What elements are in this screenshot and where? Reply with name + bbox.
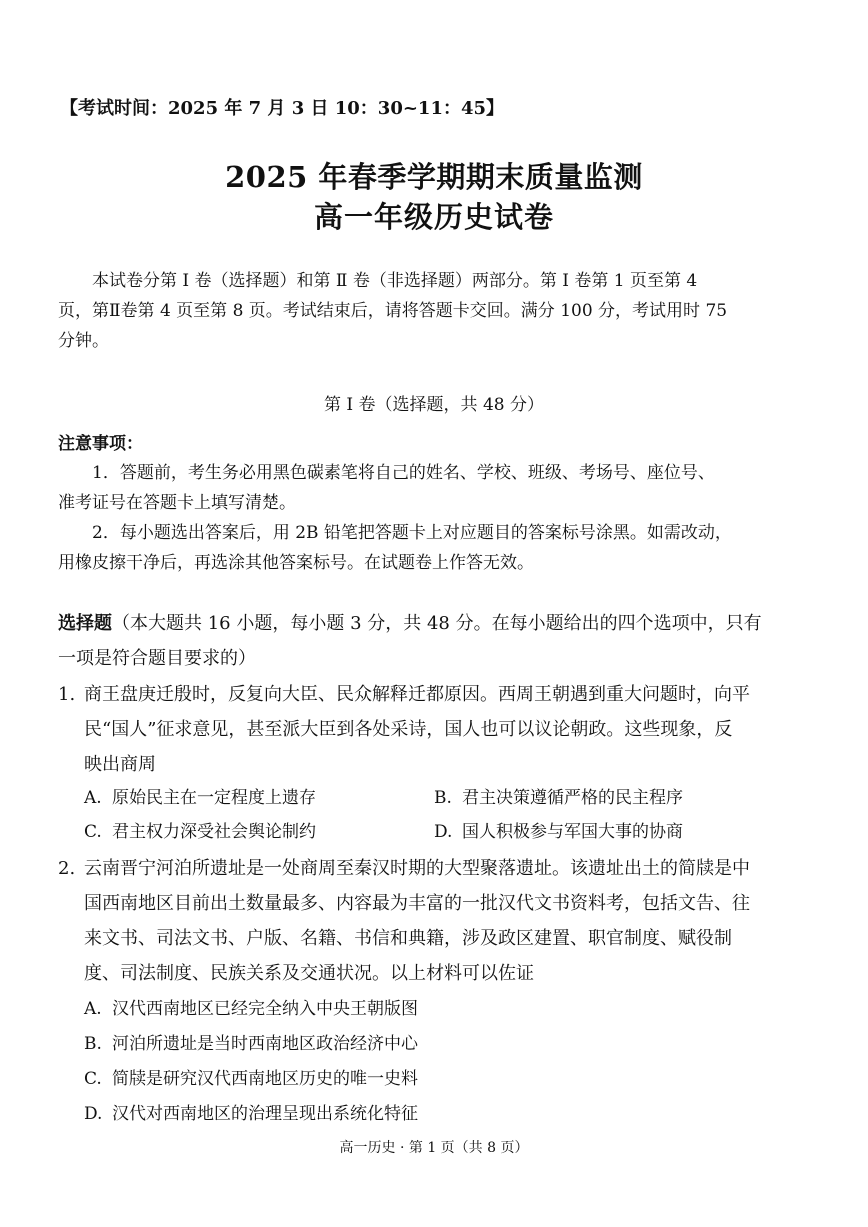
note-2-line2: 用橡皮擦干净后，再选涂其他答案标号。在试题卷上作答无效。: [58, 553, 534, 573]
option-text: 简牍是研究汉代西南地区历史的唯一史料: [112, 1069, 418, 1089]
choice-section-desc: （本大题共 16 小题，每小题 3 分，共 48 分。在每小题给出的四个选项中，只有: [112, 613, 762, 634]
choice-section-label: 选择题: [58, 613, 112, 634]
q2-option-a: [84, 993, 418, 1025]
question-2-line3: 来文书、司法文书、户版、名籍、书信和典籍，涉及政区建置、职官制度、赋役制: [84, 928, 732, 949]
question-1: [58, 677, 818, 712]
option-text: 汉代西南地区已经完全纳入中央王朝版图: [112, 999, 418, 1019]
option-letter: A.: [84, 788, 102, 808]
page-footer: 高一历史 · 第 1 页（共 8 页）: [339, 1140, 529, 1156]
option-text: 河泊所遗址是当时西南地区政治经济中心: [112, 1034, 418, 1054]
option-letter: B.: [84, 1034, 102, 1054]
notes-label: 注意事项：: [58, 434, 143, 454]
question-text: 云南晋宁河泊所遗址是一处商周至秦汉时期的大型聚落遗址。该遗址出土的简牍是中: [84, 858, 750, 879]
q1-option-c: [84, 816, 316, 848]
exam-title-line2: 高一年级历史试卷: [313, 200, 554, 234]
option-letter: D.: [434, 822, 453, 842]
option-letter: B.: [434, 788, 452, 808]
option-letter: C.: [84, 822, 102, 842]
option-text: 原始民主在一定程度上遗存: [112, 788, 316, 808]
section-title: 第 Ⅰ 卷（选择题，共 48 分）: [324, 395, 544, 415]
q2-option-d: [84, 1098, 418, 1130]
q2-option-b: [84, 1028, 418, 1060]
intro-line: 本试卷分第 Ⅰ 卷（选择题）和第 Ⅱ 卷（非选择题）两部分。第 Ⅰ 卷第 1 页至第 4: [92, 271, 698, 291]
question-number: 1.: [58, 684, 76, 705]
note-1-line1: 1．答题前，考生务必用黑色碳素笔将自己的姓名、学校、班级、考场号、座位号、: [92, 463, 715, 483]
note-1-line2: 准考证号在答题卡上填写清楚。: [58, 493, 296, 513]
intro-line: 页，第Ⅱ卷第 4 页至第 8 页。考试结束后，请将答题卡交回。满分 100 分，考试用时 75: [58, 301, 728, 321]
question-number: 2.: [58, 858, 76, 879]
question-2: [58, 851, 818, 886]
question-text: 商王盘庚迁殷时，反复向大臣、民众解释迁都原因。西周王朝遇到重大问题时，向平: [84, 684, 750, 705]
option-text: 君主决策遵循严格的民主程序: [462, 788, 683, 808]
q1-option-d: [434, 816, 683, 848]
choice-section-desc-line2: 一项是符合题目要求的）: [58, 648, 256, 669]
option-text: 君主权力深受社会舆论制约: [112, 822, 316, 842]
option-letter: C.: [84, 1069, 102, 1089]
question-2-line2: 国西南地区目前出土数量最多、内容最为丰富的一批汉代文书资料考，包括文告、往: [84, 893, 750, 914]
intro-paragraph: [58, 266, 818, 356]
exam-title-line1: 2025 年春季学期期末质量监测: [225, 160, 643, 194]
q1-option-b: [434, 782, 683, 814]
q1-option-a: [84, 782, 316, 814]
note-2-line1: 2．每小题选出答案后，用 2B 铅笔把答题卡上对应题目的答案标号涂黑。如需改动，: [92, 523, 732, 543]
option-letter: A.: [84, 999, 102, 1019]
choice-section-header: [58, 606, 818, 641]
question-1-line2: 民“国人”征求意见，甚至派大臣到各处采诗，国人也可以议论朝政。这些现象，反: [84, 719, 733, 740]
exam-time: 【考试时间：2025 年 7 月 3 日 10：30~11：45】: [60, 98, 505, 119]
question-1-line3: 映出商周: [84, 754, 156, 775]
q2-option-c: [84, 1063, 418, 1095]
option-letter: D.: [84, 1104, 103, 1124]
question-2-line4: 度、司法制度、民族关系及交通状况。以上材料可以佐证: [84, 963, 534, 984]
option-text: 汉代对西南地区的治理呈现出系统化特征: [112, 1104, 418, 1124]
intro-line: 分钟。: [58, 331, 109, 351]
option-text: 国人积极参与军国大事的协商: [462, 822, 683, 842]
